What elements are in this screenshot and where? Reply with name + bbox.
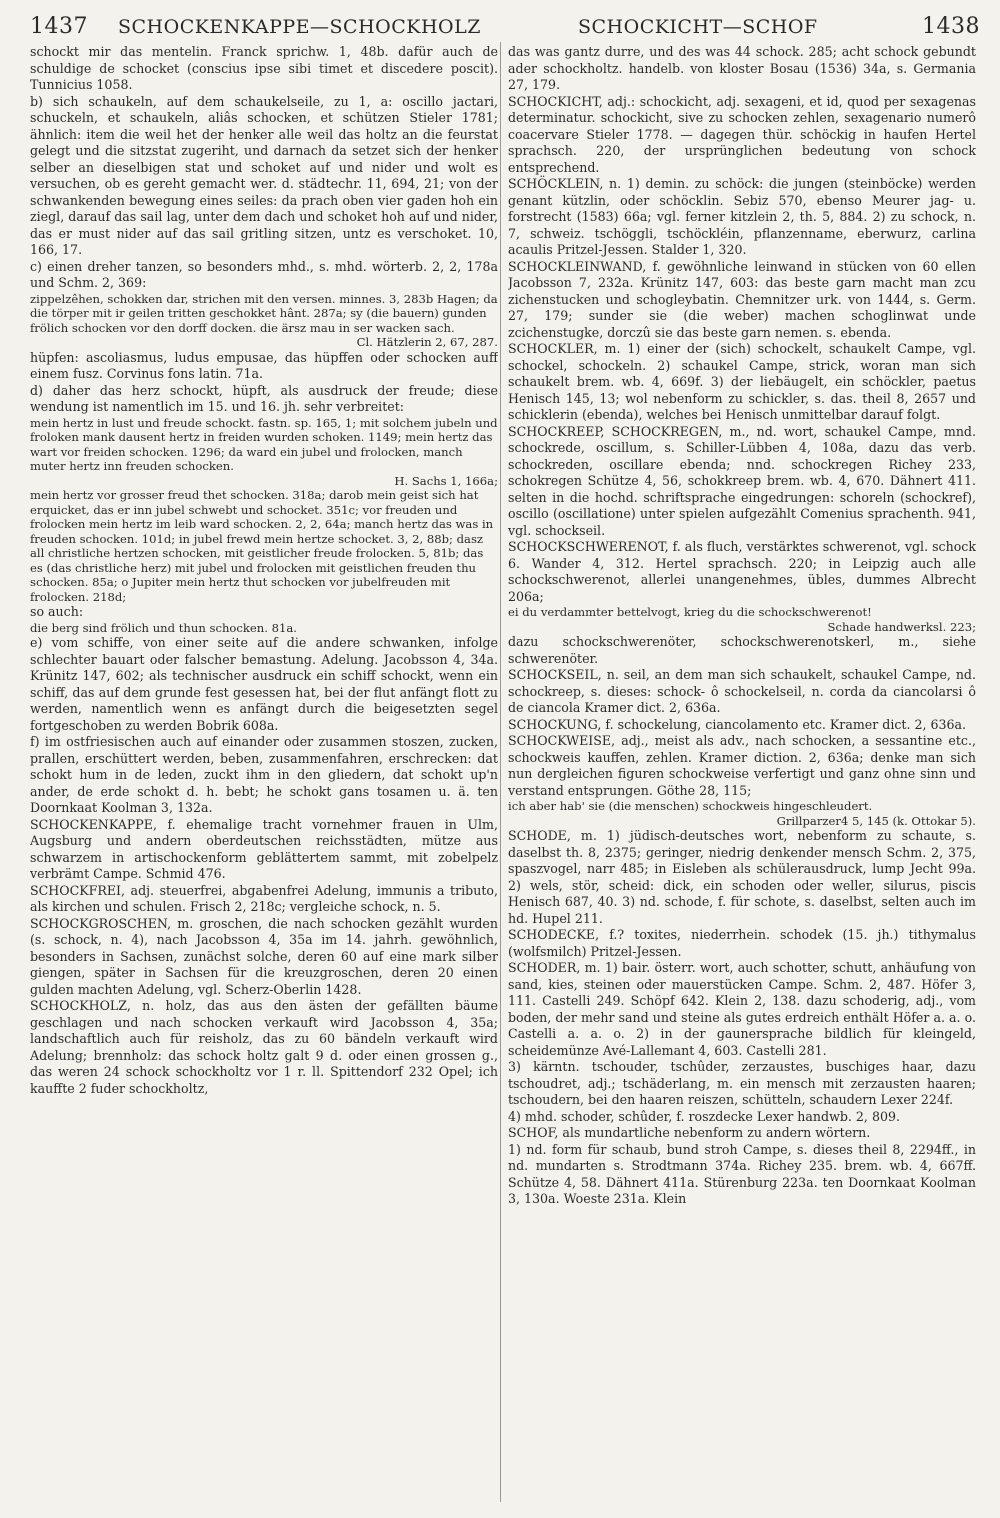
left-column	[30, 44, 498, 1504]
entry-paragraph: SCHOCKWEISE, adj., meist als adv., nach schocken, a sessantine etc., schockweis kauffen, zehlen. Kramer diction. 2, 636a; denke man sich nun dergleichen figuren schockweise verfertigt und ganz ohne sinn und verstand entsprungen. Göthe 28, 115;	[508, 733, 976, 798]
page-header	[0, 6, 1000, 42]
quotation: mein hertz vor grosser freud thet schocken. 318a; darob mein geist sich hat erquicket, das er inn jubel schwebt und schocket. 351c; vor freuden und frolocken mein hertz im leib ward schocken. 2, 2, 64a; manch hertz das was in freuden schocken. 101d; in jubel frewd mein hertze schocket. 3, 2, 88b; dasz all christliche hertzen schocken, mit geistlicher freude frolocken. 5, 81b; das es (das christliche herz) mit jubel und frolocken mit geistlichen freuden thu schocken. 85a; o Jupiter mein hertz thut schocken vor jubelfreuden mit frolocken. 218d;	[30, 488, 494, 604]
entry-paragraph: SCHOCKLER, m. 1) einer der (sich) schockelt, schaukelt Campe, vgl. schockel, schockeln. 2) schaukel Campe, strick, woran man sich schaukelt brem. wb. 4, 669f. 3) der liebäugelt, ein schöckler, paetus Henisch 145, 13; wol nebenform zu schickler, s. das. theil 8, 2657 und schicklerin (ebenda), welches bei Henisch unmittelbar darauf folgt.	[508, 341, 976, 422]
entry-paragraph: e) vom schiffe, von einer seite auf die andere schwanken, infolge schlechter bauart oder falscher bemastung. Adelung. Jacobsson 4, 34a. Krünitz 147, 602; als technischer ausdruck ein schiff schockt, wenn ein schiff, das auf dem grunde fest gesessen hat, bei der flut anfängt flott zu werden, namentlich wenn es anfängt durch die beigesetzten segel fortgeschoben zu werden Bobrik 608a.	[30, 635, 498, 733]
entry-paragraph: hüpfen: ascoliasmus, ludus empusae, das hüpffen oder schocken auff einem fusz. Corvinus fons latin. 71a.	[30, 349, 498, 381]
quotation: ei du verdammter bettelvogt, krieg du die schockschwerenot!	[508, 605, 872, 619]
entry-paragraph: SCHOCKSEIL, n. seil, an dem man sich schaukelt, schaukel Campe, nd. schockreep, s. dieses: schock- ô schockelseil, n. corda da ciancolarsi ô de ciancola Kramer dict. 2, 636a.	[508, 667, 976, 715]
entry-paragraph: 4) mhd. schoder, schûder, f. roszdecke Lexer handwb. 2, 809.	[508, 1108, 900, 1124]
entry-paragraph: b) sich schaukeln, auf dem schaukelseile, zu 1, a: oscillo jactari, schuckeln, et schaukeln, aliâs schocken, et schützen Stieler 1781; ähnlich: item die weil het der henker alle weil das holtz an die feurstat gelegt und die sitzstat zugeriht, und darnach da setzet sich der henker selber an dieselbigen stat und schoket auf und nider und wolt es versuchen, ob es gereht gemacht wer. d. städtechr. 11, 694, 21; von der schwankenden bewegung eines seiles: da prach oben vier gaden hoh ein ziegl, darauf das sail lag, unter dem dach und schoket hoh auf und nider, das er must nider auf das sail gritling sitzen, untz es verschoket. 10, 166, 17.	[30, 93, 498, 257]
entry-paragraph: so auch:	[30, 604, 84, 619]
quotation: mein hertz in lust und freude schockt. fastn. sp. 165, 1; mit solchem jubeln und froloken mank dausent hertz in freiden wurden schoken. 1149; mein hertz das wart vor freiden schocken. 1296; da ward ein jubel und frolocken, manch muter hertz inn freuden schocken.	[30, 415, 498, 473]
source-citation: Grillparzer4 5, 145 (k. Ottokar 5).	[776, 813, 976, 828]
source-citation: Schade handwerksl. 223;	[827, 619, 976, 634]
quotation: ich aber hab' sie (die menschen) schockweis hingeschleudert.	[508, 799, 873, 813]
entry-paragraph: SCHOCKICHT, adj.: schockicht, adj. sexageni, et id, quod per sexagenas determinatur. schockicht, sive zu schocken zehlen, sexagenario numerô coacervare Stieler 1778. — dagegen thür. schöckig in haufen Hertel sprachsch. 220, der ursprünglichen bedeutung von schock entsprechend.	[508, 93, 976, 175]
left-running-title: SCHOCKENKAPPE—SCHOCKHOLZ	[118, 16, 481, 38]
entry-paragraph: SCHODECKE, f.? toxites, niederrhein. schodek (15. jh.) tithymalus (wolfsmilch) Pritzel-Jessen.	[508, 927, 976, 959]
source-citation: H. Sachs 1, 166a;	[394, 473, 498, 488]
entry-paragraph: SCHOCKENKAPPE, f. ehemalige tracht vornehmer frauen in Ulm, Augsburg und andern oberdeutschen reichsstädten, mütze aus schwarzem in artischockenform geblättertem sammt, mit zobelpelz verbrämt Campe. Schmid 476.	[30, 816, 498, 881]
column-divider	[500, 42, 501, 1502]
entry-paragraph: SCHOCKSCHWERENOT, f. als fluch, verstärktes schwerenot, vgl. schock 6. Wander 4, 312. Hertel sprachsch. 220; in Leipzig auch alle schockschwerenot, allerlei unangenehmes, übles, dummes Albrecht 206a;	[508, 539, 976, 604]
entry-paragraph: 3) kärntn. tschouder, tschûder, zerzaustes, buschiges haar, dazu tschoudret, adj.; tschäderlang, m. ein mensch mit zerzausten haaren; tschoudern, bei den haaren reiszen, schütteln, schaudern Lexer 224f.	[508, 1059, 976, 1107]
right-page-number: 1438	[922, 14, 980, 39]
entry-paragraph: d) daher das herz schockt, hüpft, als ausdruck der freude; diese wendung ist namentlich im 15. und 16. jh. sehr verbreitet:	[30, 382, 498, 414]
entry-paragraph: SCHOCKREEP, SCHOCKREGEN, m., nd. wort, schaukel Campe, mnd. schockrede, oscillum, s. Schiller-Lübben 4, 108a, dazu das verb. schockreden, oscillare ebenda; nnd. schockregen Richey 233, schokregen Schütze 4, 56, schokkreep brem. wb. 4, 670. Dähnert 411. selten in die hochd. schriftsprache eingedrungen: schoreln (schockref), oscillo (oscillatione) unter spielen aufgezählt Comenius sprachenth. 941, vgl. schockseil.	[508, 423, 976, 538]
entry-paragraph: das was gantz durre, und des was 44 schock. 285; acht schock gebundt ader schockholtz. handelb. von kloster Bosau (1536) 34a, s. Germania 27, 179.	[508, 44, 976, 92]
left-page-number: 1437	[30, 14, 88, 39]
entry-paragraph: SCHOCKHOLZ, n. holz, das aus den ästen der gefällten bäume geschlagen und nach schocken verkauft wird Jacobsson 4, 35a; landschaftlich auch für reisholz, das zu 60 bändeln verkauft wird Adelung; brennholz: das schock holtz galt 9 d. oder einen grossen g., das weren 24 schock schockholtz vor 1 r. ll. Spittendorf 232 Opel; ich kauffte 2 fuder schockholtz,	[30, 998, 498, 1096]
entry-paragraph: f) im ostfriesischen auch auf einander oder zusammen stoszen, zucken, prallen, erschüttert werden, beben, zusammenfahren, erschrecken: dat schokt hum in de leden, zuckt ihm in den gliedern, dat schokt up'n ander, de erde schokt d. h. bebt; he schokt gans tosamen u. ä. ten Doornkaat Koolman 3, 132a.	[30, 734, 498, 815]
source-citation: Cl. Hätzlerin 2, 67, 287.	[356, 335, 498, 349]
entry-paragraph: SCHOCKFREI, adj. steuerfrei, abgabenfrei Adelung, immunis a tributo, als kirchen und schulen. Frisch 2, 218c; vergleiche schock, n. 5.	[30, 882, 498, 914]
entry-paragraph: schockt mir das mentelin. Franck sprichw. 1, 48b. dafür auch de schuldige de schocket (conscius ipse sibi timet et discedere poscit). Tunnicius 1058.	[30, 44, 498, 92]
entry-paragraph: SCHOCKLEINWAND, f. gewöhnliche leinwand in stücken von 60 ellen Jacobsson 7, 232a. Krünitz 147, 603: das beste garn macht man zcu zichenstucken und schogleybatin. Chemnitzer urk. von 1444, s. Germ. 27, 179; sunder sie (die weber) machen schoglinwat unde zcichenstugke, dorczû sie das beste garn nemen. s. ebenda.	[508, 258, 976, 340]
entry-paragraph: c) einen dreher tanzen, so besonders mhd., s. mhd. wörterb. 2, 2, 178a und Schm. 2, 369:	[30, 258, 498, 290]
entry-paragraph: 1) nd. form für schaub, bund stroh Campe, s. dieses theil 8, 2294ff., in nd. mundarten s. Strodtmann 374a. Richey 235. brem. wb. 4, 667ff. Schütze 4, 58. Dähnert 411a. Stürenburg 223a. ten Doornkaat Koolman 3, 130a. Woeste 231a. Klein	[508, 1141, 976, 1206]
entry-paragraph: SCHODER, m. 1) bair. österr. wort, auch schotter, schutt, anhäufung von sand, kies, steinen oder mauerstücken Campe. Schm. 2, 487. Höfer 3, 111. Castelli 249. Schöpf 642. Klein 2, 138. dazu schoderig, adj., vom boden, der mehr sand und steine als gutes erdreich enthält Höfer a. a. o. Castelli a. a. o. 2) in der gaunersprache bildlich für kleingeld, scheidemünze Avé-Lallemant 4, 603. Castelli 281.	[508, 960, 976, 1058]
entry-paragraph: SCHOCKGROSCHEN, m. groschen, die nach schocken gezählt wurden (s. schock, n. 4), nach Jacobsson 4, 35a im 14. jahrh. gewöhnlich, besonders in Sachsen, zunächst solche, deren 60 auf eine mark silber giengen, später in Sachsen für die kreuzgroschen, deren 20 einen gulden machten Adelung, vgl. Scherz-Oberlin 1428.	[30, 915, 498, 997]
entry-paragraph: dazu schockschwerenöter, schockschwerenotskerl, m., siehe schwerenöter.	[508, 634, 976, 666]
entry-paragraph: SCHOF, als mundartliche nebenform zu andern wörtern.	[508, 1125, 871, 1140]
entry-paragraph: SCHÖCKLEIN, n. 1) demin. zu schöck: die jungen (steinböcke) werden genant kützlin, oder schöcklin. Sebiz 570, ebenso Meurer jag- u. forstrecht (1583) 66a; vgl. ferner kitzlein 2, th. 5, 884. 2) zu schock, n. 7, schweiz. tschöggli, tschöckléin, pflanzenname, eberwurz, carlina acaulis Pritzel-Jessen. Stalder 1, 320.	[508, 176, 976, 257]
entry-paragraph: SCHODE, m. 1) jüdisch-deutsches wort, nebenform zu schaute, s. daselbst th. 8, 2375; geringer, niedrig denkender mensch Schm. 2, 375, spaszvogel, narr 485; in Eisleben als schülerausdruck, lump Jecht 99a. 2) wels, stör, scheid: dick, ein schoden oder weller, silurus, piscis Henisch 687, 40. 3) nd. schode, f. für schote, s. daselbst, selten auch im hd. Hupel 211.	[508, 828, 976, 926]
quotation: zippelzêhen, schokken dar, strichen mit den versen. minnes. 3, 283b Hagen; da die törper mit ir geilen tritten geschokket hânt. 287a; sy (die bauern) gunden frölich schocken vor den dorff docken. die ärsz mau in ser wacken sach.	[30, 291, 498, 335]
quotation: die berg sind frölich und thun schocken. 81a.	[30, 620, 297, 635]
right-running-title: SCHOCKICHT—SCHOF	[578, 16, 818, 38]
right-column	[508, 44, 976, 1504]
entry-paragraph: SCHOCKUNG, f. schockelung, ciancolamento etc. Kramer dict. 2, 636a.	[508, 716, 967, 732]
